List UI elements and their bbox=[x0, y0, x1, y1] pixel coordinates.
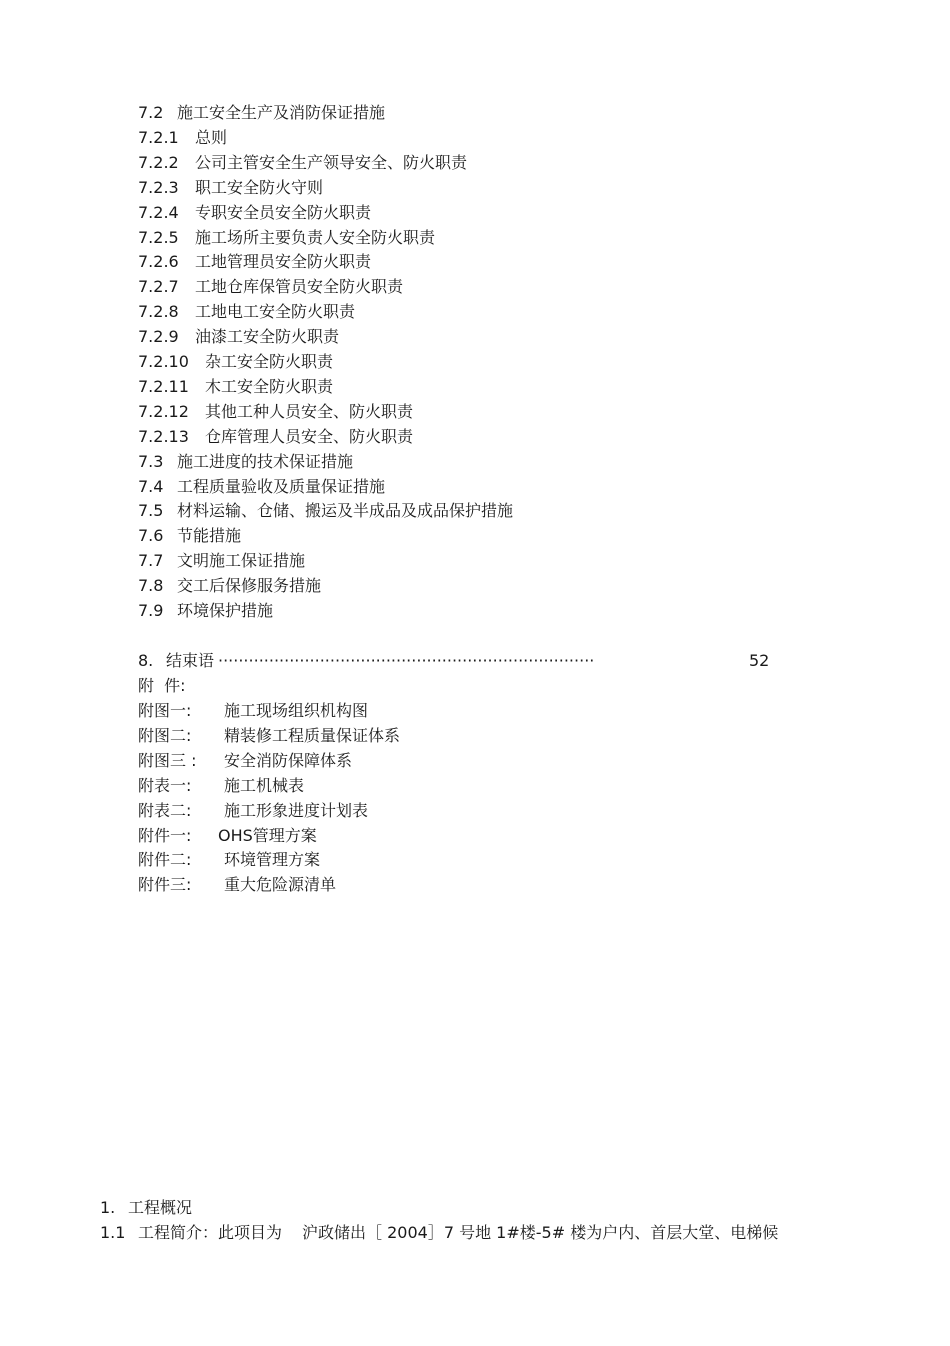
paragraph-text: 工程简介：此项目为 bbox=[138, 1223, 283, 1242]
toc-leader-dots: ·········································································· bbox=[218, 651, 595, 670]
toc-entry[interactable] bbox=[138, 251, 371, 273]
toc-number: 7.2.12 bbox=[138, 402, 189, 421]
toc-title: 专职安全员安全防火职责 bbox=[195, 203, 372, 222]
toc-entry[interactable] bbox=[138, 476, 385, 498]
appendix-item[interactable] bbox=[138, 825, 317, 847]
section-number: 1.1 bbox=[100, 1223, 126, 1242]
toc-entry[interactable] bbox=[138, 102, 385, 124]
toc-number: 7.2.11 bbox=[138, 377, 189, 396]
toc-number: 7.2.1 bbox=[138, 128, 179, 147]
appendix-label: 附图一: bbox=[138, 701, 192, 720]
appendix-label: 附图二: bbox=[138, 726, 192, 745]
toc-title: 职工安全防火守则 bbox=[195, 178, 324, 197]
toc-number: 7.2.5 bbox=[138, 228, 179, 247]
appendix-title: 精装修工程质量保证体系 bbox=[224, 726, 401, 745]
toc-title: 环境保护措施 bbox=[177, 601, 274, 620]
toc-number: 7.5 bbox=[138, 501, 164, 520]
toc-number: 7.2.6 bbox=[138, 252, 179, 271]
toc-entry[interactable] bbox=[138, 575, 321, 597]
toc-entry[interactable] bbox=[138, 426, 413, 448]
toc-number: 7.6 bbox=[138, 526, 164, 545]
toc-number: 7.2.9 bbox=[138, 327, 179, 346]
toc-title: 工地管理员安全防火职责 bbox=[195, 252, 372, 271]
toc-title: 交工后保修服务措施 bbox=[177, 576, 322, 595]
appendix-title: 安全消防保障体系 bbox=[224, 751, 353, 770]
appendix-title: 环境管理方案 bbox=[224, 850, 321, 869]
appendix-title: OHS管理方案 bbox=[218, 826, 317, 845]
toc-entry[interactable] bbox=[138, 376, 333, 398]
toc-number: 7.2.13 bbox=[138, 427, 189, 446]
toc-title: 结束语 bbox=[166, 651, 215, 670]
toc-entry[interactable] bbox=[138, 525, 241, 547]
appendix-label: 附件二: bbox=[138, 850, 192, 869]
toc-number: 7.2.3 bbox=[138, 178, 179, 197]
toc-number: 7.3 bbox=[138, 452, 164, 471]
toc-entry[interactable] bbox=[138, 451, 353, 473]
toc-entry[interactable] bbox=[138, 401, 413, 423]
toc-title: 施工进度的技术保证措施 bbox=[177, 452, 354, 471]
toc-title: 杂工安全防火职责 bbox=[205, 352, 334, 371]
toc-entry[interactable] bbox=[138, 227, 435, 249]
appendix-item[interactable] bbox=[138, 725, 400, 747]
toc-number: 7.2.10 bbox=[138, 352, 189, 371]
appendix-title: 施工现场组织机构图 bbox=[224, 701, 369, 720]
toc-title: 施工安全生产及消防保证措施 bbox=[177, 103, 386, 122]
toc-title: 节能措施 bbox=[177, 526, 242, 545]
appendix-item[interactable] bbox=[138, 849, 320, 871]
appendix-label: 附表二: bbox=[138, 801, 192, 820]
toc-entry[interactable] bbox=[138, 600, 273, 622]
toc-number: 7.9 bbox=[138, 601, 164, 620]
toc-entry[interactable] bbox=[138, 276, 403, 298]
toc-title: 施工场所主要负责人安全防火职责 bbox=[195, 228, 436, 247]
toc-entry[interactable] bbox=[138, 301, 355, 323]
toc-entry[interactable] bbox=[138, 500, 513, 522]
appendix-title: 施工机械表 bbox=[224, 776, 305, 795]
section-number: 1. bbox=[100, 1198, 116, 1217]
toc-title: 总则 bbox=[195, 128, 228, 147]
appendix-item[interactable] bbox=[138, 700, 368, 722]
appendix-label: 附图三 : bbox=[138, 751, 197, 770]
paragraph-text-continued: 沪政储出［ 2004］7 号地 1#楼-5# 楼为户内、首层大堂、电梯候 bbox=[302, 1223, 779, 1242]
appendix-label: 附件一: bbox=[138, 826, 192, 845]
toc-title: 仓库管理人员安全、防火职责 bbox=[205, 427, 414, 446]
section-title: 工程概况 bbox=[128, 1198, 193, 1217]
appendix-title: 施工形象进度计划表 bbox=[224, 801, 369, 820]
toc-number: 7.8 bbox=[138, 576, 164, 595]
toc-number: 7.4 bbox=[138, 477, 164, 496]
toc-title: 其他工种人员安全、防火职责 bbox=[205, 402, 414, 421]
toc-entry[interactable] bbox=[138, 177, 323, 199]
toc-entry[interactable] bbox=[138, 550, 305, 572]
toc-title: 木工安全防火职责 bbox=[205, 377, 334, 396]
toc-title: 工地电工安全防火职责 bbox=[195, 302, 356, 321]
toc-entry[interactable] bbox=[138, 351, 333, 373]
appendix-label: 附表一: bbox=[138, 776, 192, 795]
section-heading-1 bbox=[100, 1197, 192, 1219]
toc-title: 工地仓库保管员安全防火职责 bbox=[195, 277, 404, 296]
appendix-title: 重大危险源清单 bbox=[224, 875, 337, 894]
toc-title: 文明施工保证措施 bbox=[177, 551, 306, 570]
toc-title: 材料运输、仓储、搬运及半成品及成品保护措施 bbox=[177, 501, 514, 520]
toc-number: 7.2.2 bbox=[138, 153, 179, 172]
appendix-item[interactable] bbox=[138, 750, 352, 772]
toc-title: 工程质量验收及质量保证措施 bbox=[177, 477, 386, 496]
toc-title: 油漆工安全防火职责 bbox=[195, 327, 340, 346]
appendix-heading: 附 件: bbox=[138, 676, 186, 695]
body-paragraph-1-1 bbox=[100, 1222, 778, 1244]
appendix-label: 附件三: bbox=[138, 875, 192, 894]
toc-entry[interactable] bbox=[138, 202, 371, 224]
toc-entry-8[interactable] bbox=[138, 650, 214, 672]
toc-number: 7.7 bbox=[138, 551, 164, 570]
toc-title: 公司主管安全生产领导安全、防火职责 bbox=[195, 153, 468, 172]
toc-number: 7.2.8 bbox=[138, 302, 179, 321]
toc-page-number: 52 bbox=[749, 651, 770, 670]
toc-number: 7.2.4 bbox=[138, 203, 179, 222]
appendix-item[interactable] bbox=[138, 800, 368, 822]
toc-entry[interactable] bbox=[138, 326, 339, 348]
appendix-item[interactable] bbox=[138, 874, 336, 896]
toc-number: 7.2 bbox=[138, 103, 164, 122]
toc-entry[interactable] bbox=[138, 152, 467, 174]
toc-number: 8. bbox=[138, 651, 154, 670]
appendix-item[interactable] bbox=[138, 775, 304, 797]
toc-number: 7.2.7 bbox=[138, 277, 179, 296]
toc-entry[interactable] bbox=[138, 127, 227, 149]
